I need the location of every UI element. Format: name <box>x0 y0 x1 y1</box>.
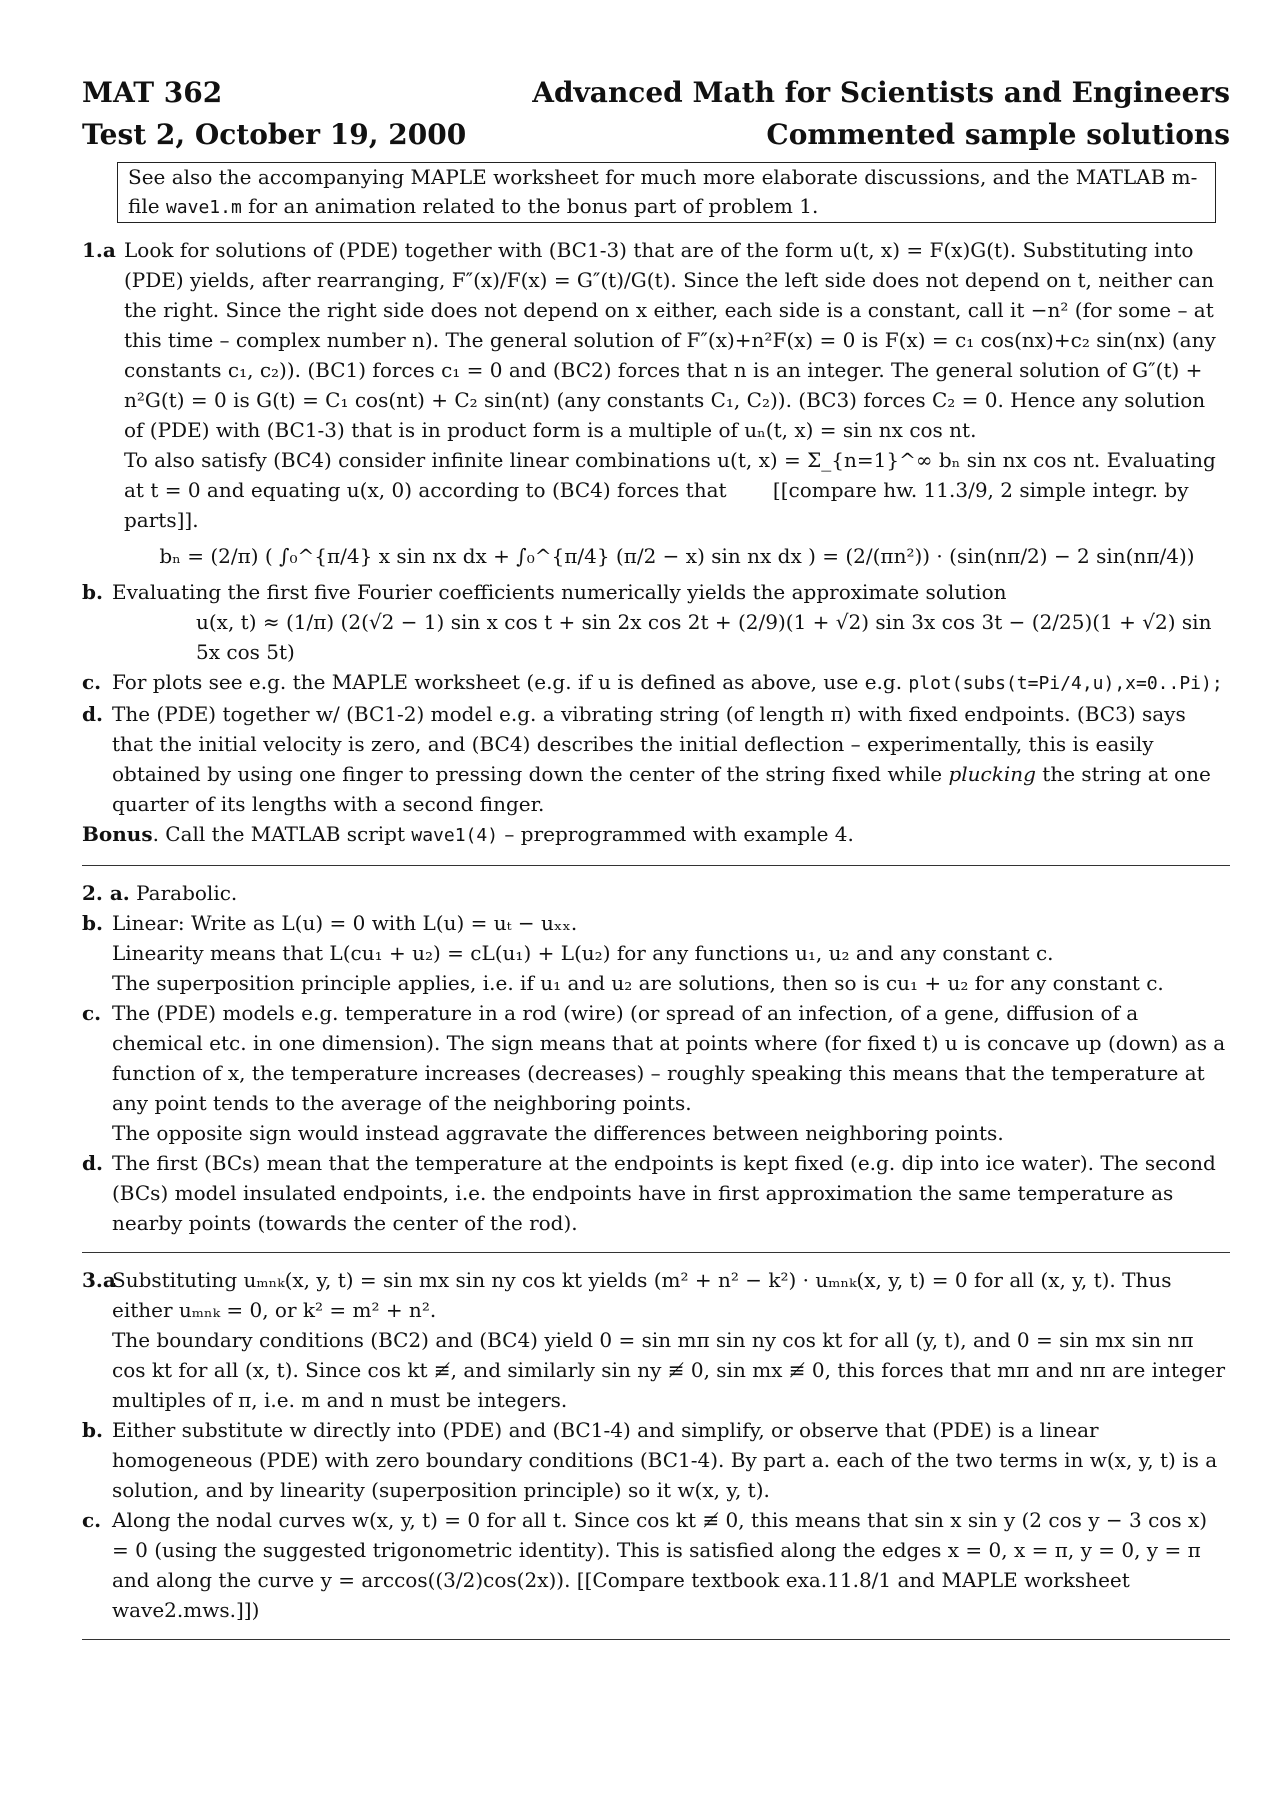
label-1b: b. <box>82 580 103 604</box>
note-file: wave1.m <box>165 197 242 218</box>
text-2b-2: Linearity means that L(cu₁ + u₂) = cL(u₁) + L(u₂) for any functions u₁, u₂ and any constant c. <box>112 941 1054 965</box>
label-3a: 3.a <box>82 1268 116 1292</box>
problem-3a <box>82 1265 1230 1415</box>
header-row-2 <box>82 114 1230 156</box>
problem-2a <box>82 878 1230 908</box>
header-row-1 <box>82 72 1230 114</box>
label-2d: d. <box>82 1151 103 1175</box>
problem-3b <box>82 1415 1230 1505</box>
problem-1b <box>82 577 1230 667</box>
document-page <box>82 72 1230 1652</box>
divider-2 <box>82 1252 1230 1253</box>
bonus-label: Bonus <box>82 822 153 846</box>
label-3b: b. <box>82 1418 103 1442</box>
text-1a-2-main: To also satisfy (BC4) consider infinite linear combinations u(t, x) = Σ_{n=1}^∞ bₙ sin nx cos nt. Evaluating at t = 0 and equating u(x, 0) according to (BC4) forces that <box>124 448 1216 502</box>
bonus-text-end: – preprogrammed with example 4. <box>498 822 854 846</box>
problem-1 <box>82 235 1230 851</box>
text-3c: Along the nodal curves w(x, y, t) = 0 for all t. Since cos kt ≢ 0, this means that sin x sin y (2 cos y − 3 cos x) = 0 (using the suggested trigonometric identity). This is satisfied along the edges x = 0, x = π, y = 0, y = π and along the curve y = arccos((3/2)cos(2x)). [[Compare textbook exa.11.8/1 and MAPLE worksheet wave2.mws.]]) <box>112 1508 1208 1622</box>
label-1d: d. <box>82 702 103 726</box>
text-2d: The first (BCs) mean that the temperature at the endpoints is kept fixed (e.g. dip into ice water). The second (BCs) model insulated endpoints, i.e. the endpoints have in first approximation the same temperature as nearby points (towards the center of the rod). <box>112 1151 1216 1235</box>
label-1c: c. <box>82 670 102 694</box>
note-box <box>117 162 1216 223</box>
text-1b: Evaluating the first five Fourier coefficients numerically yields the approximate solution <box>112 580 1007 604</box>
problem-1a <box>82 235 1230 571</box>
text-2c-2: The opposite sign would instead aggravate the differences between neighboring points. <box>112 1121 1004 1145</box>
label-3c: c. <box>82 1508 102 1532</box>
note-text-end: for an animation related to the bonus part of problem 1. <box>241 194 819 218</box>
text-3a-2: The boundary conditions (BC2) and (BC4) yield 0 = sin mπ sin ny cos kt for all (y, t), and 0 = sin mx sin nπ cos kt for all (x, t). Since cos kt ≢, and similarly sin ny ≢ 0, sin mx ≢ 0, this forces that mπ and nπ are integer multiples of π, i.e. m and n must be integers. <box>112 1328 1226 1412</box>
problem-3 <box>82 1265 1230 1625</box>
test-date: Test 2, October 19, 2000 <box>82 118 467 151</box>
equation-bn: bₙ = (2/π) ( ∫₀^{π/4} x sin nx dx + ∫₀^{π/4} (π/2 − x) sin nx dx ) = (2/(πn²)) · (sin(nπ/2) − 2 sin(nπ/4)) <box>159 544 1195 568</box>
text-1d-end: the string at one quarter of its lengths with a second finger. <box>112 762 1211 816</box>
bonus-text: . Call the MATLAB script <box>152 822 412 846</box>
label-2a: 2. a. <box>82 881 130 905</box>
problem-2 <box>82 878 1230 1238</box>
label-2b: b. <box>82 911 103 935</box>
text-3b: Either substitute w directly into (PDE) and (BC1-4) and simplify, or observe that (PDE) is a linear homogeneous (PDE) with zero boundary conditions (BC1-4). By part a. each of the two terms in w(x, y, t) is a solution, and by linearity (superposition principle) so it w(x, y, t). <box>112 1418 1218 1502</box>
doc-subtitle: Commented sample solutions <box>766 118 1230 151</box>
problem-2d <box>82 1148 1230 1238</box>
course-code: MAT 362 <box>82 76 223 109</box>
text-1d <box>112 699 1230 819</box>
problem-1c <box>82 667 1230 699</box>
text-3a-1: Substituting uₘₙₖ(x, y, t) = sin mx sin ny cos kt yields (m² + n² − k²) · uₘₙₖ(x, y, t) = 0 for all (x, y, t). Thus either uₘₙₖ = 0, or k² = m² + n². <box>112 1268 1172 1322</box>
problem-2c <box>82 998 1230 1148</box>
problem-1d <box>82 699 1230 819</box>
text-1c-main: For plots see e.g. the MAPLE worksheet (e.g. if u is defined as above, use e.g. <box>112 670 909 694</box>
text-2c-1: The (PDE) models e.g. temperature in a rod (wire) (or spread of an infection, of a gene, diffusion of a chemical etc. in one dimension). The sign means that at points where (for fixed t) u is concave up (down) as a function of x, the temperature increases (decreases) – roughly speaking this means that the temperature at any point tends to the average of the neighboring points. <box>112 1001 1226 1115</box>
text-1d-emph: plucking <box>948 762 1036 786</box>
text-1a: Look for solutions of (PDE) together with (BC1-3) that are of the form u(t, x) = F(x)G(t). Substituting into (PDE) yields, after rearranging, F″(x)/F(x) = G″(t)/G(t). Since the left side does not depend on t, neither can the right. Since the right side does not depend on x either, each side is a constant, call it −n² (for some – at this time – complex number n). The general solution of F″(x)+n²F(x) = 0 is F(x) = c₁ cos(nx)+c₂ sin(nx) (any constants c₁, c₂)). (BC1) forces c₁ = 0 and (BC2) forces that n is an integer. The general solution of G″(t) + n²G(t) = 0 is G(t) = C₁ cos(nt) + C₂ sin(nt) (any constants C₁, C₂)). (BC3) forces C₂ = 0. Hence any solution of (PDE) with (BC1-3) that is in product form is a multiple of uₙ(t, x) = sin nx cos nt. <box>124 238 1216 442</box>
problem-2b <box>82 908 1230 998</box>
ref-1a: [[compare hw. 11.3/9, 2 simple integr. by parts]]. <box>124 478 1189 532</box>
text-2a: Parabolic. <box>136 881 238 905</box>
divider-1 <box>82 865 1230 866</box>
equation-u-approx: u(x, t) ≈ (1/π) (2(√2 − 1) sin x cos t + sin 2x cos 2t + (2/9)(1 + √2) sin 3x cos 3t − (2/25)(1 + √2) sin 5x cos 5t) <box>196 610 1212 664</box>
text-2b-3: The superposition principle applies, i.e. if u₁ and u₂ are solutions, then so is cu₁ + u₂ for any constant c. <box>112 971 1164 995</box>
text-1d-main: The (PDE) together w/ (BC1-2) model e.g. a vibrating string (of length π) with fixed endpoints. (BC3) says that the initial velocity is zero, and (BC4) describes the initial deflection – experimentally, this is easily obtained by using one finger to pressing down the center of the string fixed while <box>112 702 1186 786</box>
text-2b-1: Linear: Write as L(u) = 0 with L(u) = uₜ − uₓₓ. <box>112 911 578 935</box>
problem-3c <box>82 1505 1230 1625</box>
code-1c: plot(subs(t=Pi/4,u),x=0..Pi); <box>908 673 1223 694</box>
bonus <box>82 819 1230 851</box>
label-2c: c. <box>82 1001 102 1025</box>
course-title: Advanced Math for Scientists and Engineers <box>532 76 1230 109</box>
text-1c <box>112 667 1230 699</box>
divider-3 <box>82 1639 1230 1640</box>
label-1a: 1.a <box>82 238 116 262</box>
text-1a-2 <box>124 445 1230 535</box>
bonus-code: wave1(4) <box>411 825 499 846</box>
note-text: See also the accompanying MAPLE worksheet for much more elaborate discussions, and the MATLAB m-file <box>128 165 1198 218</box>
